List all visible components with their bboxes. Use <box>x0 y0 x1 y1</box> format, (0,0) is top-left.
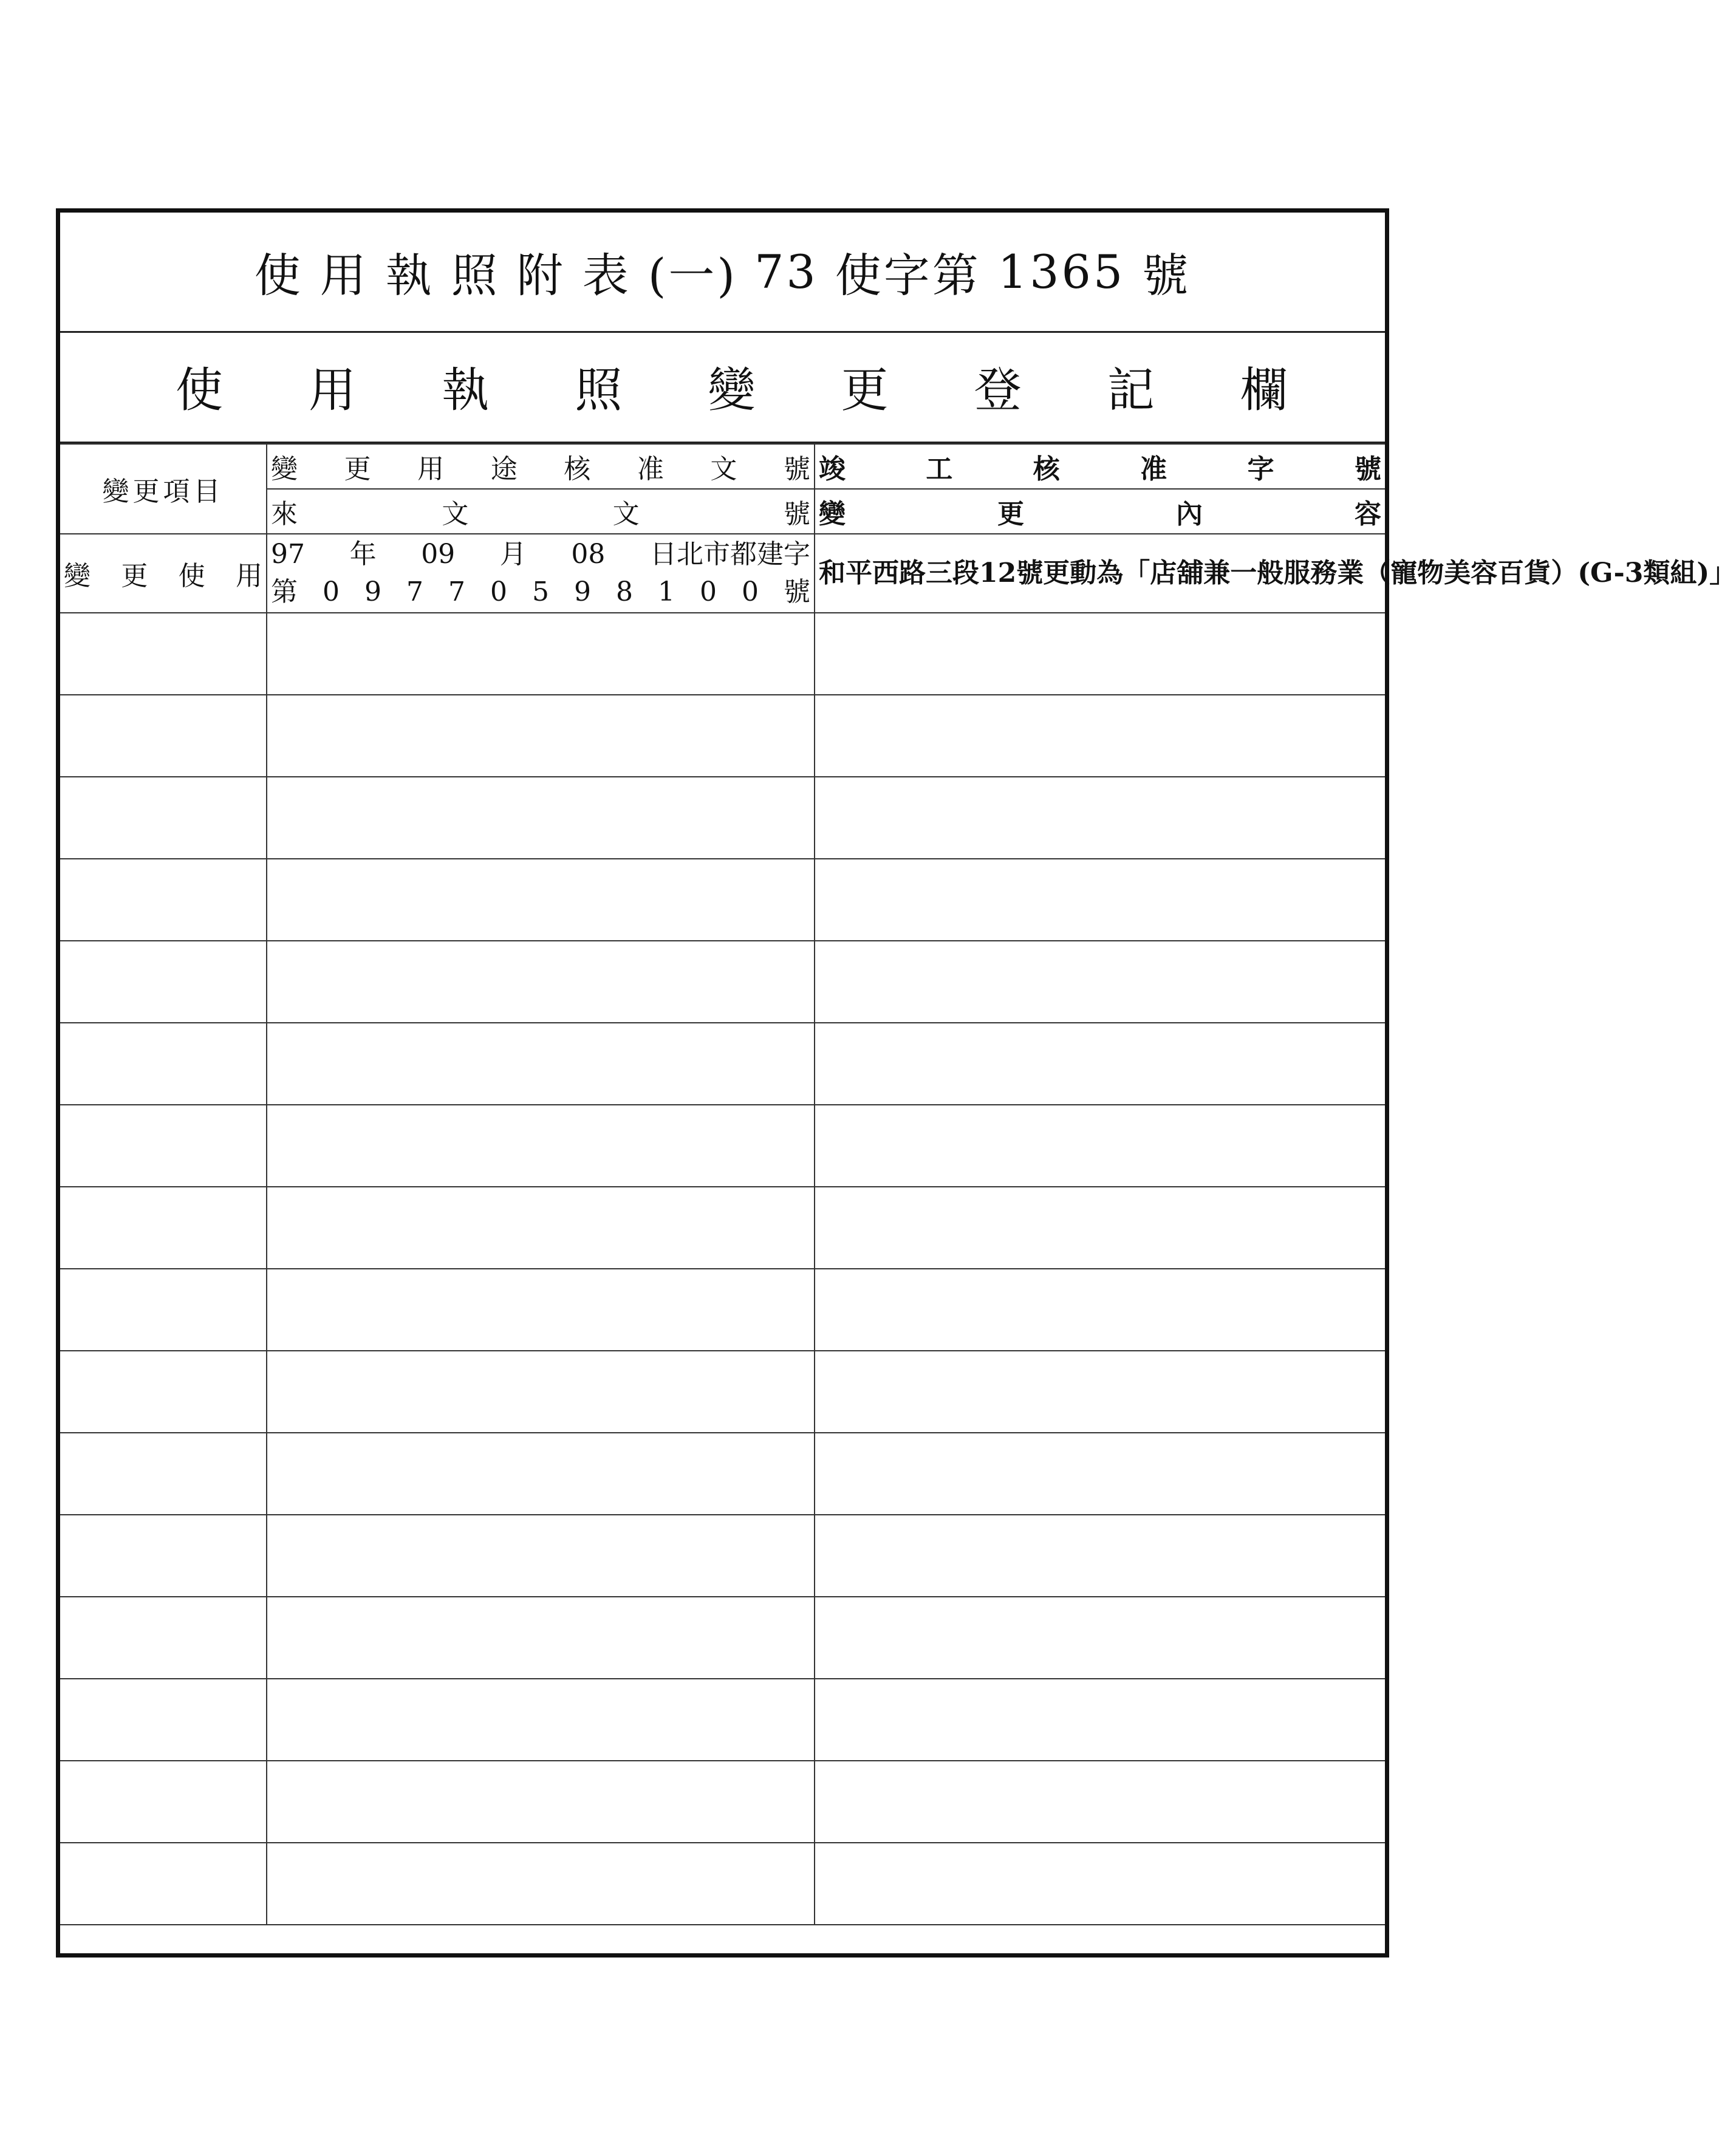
header-char: 文 <box>710 454 737 485</box>
empty-cell <box>60 1843 267 1925</box>
header-char: 變 <box>819 499 846 530</box>
subtitle-char: 使 <box>176 363 224 418</box>
empty-cell <box>267 1679 815 1761</box>
empty-cell <box>267 695 815 777</box>
entry-item-char: 變 <box>64 561 91 592</box>
subtitle-char: 用 <box>309 363 357 418</box>
empty-table-row <box>60 777 1385 859</box>
empty-cell <box>815 1105 1385 1187</box>
doc-number-part: 7 <box>448 576 465 607</box>
header-char: 文 <box>612 499 640 530</box>
empty-cell <box>267 1187 815 1269</box>
doc-number-part: 0 <box>700 576 717 607</box>
doc-number-part: 1 <box>658 576 675 607</box>
empty-cell <box>267 1433 815 1515</box>
empty-table-row <box>60 1761 1385 1843</box>
doc-number-part: 第 <box>271 576 298 607</box>
doc-number-part: 號 <box>784 576 810 607</box>
empty-table-row <box>60 1843 1385 1925</box>
form-subtitle <box>60 331 1385 443</box>
entry-item-char: 用 <box>235 561 262 592</box>
doc-number-part: 8 <box>616 576 633 607</box>
header-char: 文 <box>442 499 469 530</box>
header-char: 容 <box>1355 499 1381 530</box>
empty-table-row <box>60 695 1385 777</box>
header-char: 號 <box>1354 454 1381 485</box>
change-content-header <box>815 489 1385 534</box>
empty-table-row <box>60 1269 1385 1351</box>
empty-cell <box>60 695 267 777</box>
empty-cell <box>815 613 1385 695</box>
empty-cell <box>815 1761 1385 1843</box>
header-char: 來 <box>271 499 298 530</box>
title-char: 用 <box>320 248 369 302</box>
empty-cell <box>267 941 815 1023</box>
header-char: 更 <box>344 454 371 485</box>
empty-cell <box>815 859 1385 941</box>
empty-cell <box>60 1515 267 1597</box>
empty-cell <box>267 1269 815 1351</box>
empty-cell <box>267 1761 815 1843</box>
empty-cell <box>815 695 1385 777</box>
header-char: 途 <box>490 454 518 485</box>
empty-table-row <box>60 1679 1385 1761</box>
header-char: 用 <box>417 454 445 485</box>
title-char: 附 <box>516 248 566 302</box>
change-registration-table <box>60 443 1736 1925</box>
title-char: 1365 <box>997 245 1126 299</box>
empty-cell <box>815 777 1385 859</box>
title-char: (一) <box>648 248 738 302</box>
incoming-doc-number-header <box>267 489 815 534</box>
empty-cell <box>60 1433 267 1515</box>
entry-item-char: 使 <box>178 561 205 592</box>
empty-cell <box>267 613 815 695</box>
title-char: 使字第 <box>835 248 981 302</box>
empty-cell <box>60 1269 267 1351</box>
doc-number-part: 08 <box>571 539 606 570</box>
subtitle-char: 執 <box>442 363 490 418</box>
approval-doc-number-header <box>267 444 815 489</box>
header-char: 號 <box>783 454 810 485</box>
entry-change-content: 和平西路三段12號更動為「店舖兼一般服務業（寵物美容百貨）(G-3類組)」 <box>815 534 1385 613</box>
header-char: 字 <box>1247 454 1274 485</box>
change-item-header: 變更項目 <box>60 444 267 534</box>
doc-number-part: 0 <box>323 576 340 607</box>
doc-number-part: 5 <box>532 576 549 607</box>
header-char: 准 <box>637 454 664 485</box>
empty-cell <box>267 1597 815 1679</box>
doc-number-part: 月 <box>499 539 527 570</box>
subtitle-char: 更 <box>841 363 889 418</box>
empty-table-row <box>60 1023 1385 1105</box>
header-char: 內 <box>1176 499 1203 530</box>
header-char: 核 <box>564 454 591 485</box>
subtitle-char: 照 <box>575 363 623 418</box>
header-char: 號 <box>783 499 810 530</box>
title-char: 照 <box>451 248 500 302</box>
empty-cell <box>815 1843 1385 1925</box>
empty-cell <box>60 941 267 1023</box>
empty-cell <box>60 777 267 859</box>
empty-cell <box>267 859 815 941</box>
header-char: 工 <box>926 454 953 485</box>
empty-cell <box>60 1597 267 1679</box>
doc-number-part: 97 <box>271 539 305 570</box>
title-char: 使 <box>254 248 303 302</box>
subtitle-char: 欄 <box>1240 363 1288 418</box>
entry-change-item <box>60 534 267 613</box>
empty-cell <box>267 1515 815 1597</box>
doc-number-part: 7 <box>406 576 423 607</box>
completion-approval-number-header <box>815 444 1385 489</box>
doc-number-part: 9 <box>574 576 591 607</box>
title-char: 號 <box>1142 248 1191 302</box>
title-char: 表 <box>582 248 631 302</box>
subtitle-char: 記 <box>1107 363 1155 418</box>
subtitle-char: 登 <box>974 363 1022 418</box>
empty-cell <box>60 1105 267 1187</box>
empty-cell <box>815 1433 1385 1515</box>
empty-cell <box>815 1351 1385 1433</box>
empty-cell <box>60 1351 267 1433</box>
header-char: 竣 <box>819 454 846 485</box>
empty-cell <box>60 1761 267 1843</box>
header-char: 核 <box>1033 454 1060 485</box>
doc-number-part: 09 <box>421 539 456 570</box>
empty-cell <box>60 1679 267 1761</box>
doc-number-part: 年 <box>349 539 377 570</box>
empty-cell <box>267 1351 815 1433</box>
registration-form <box>56 208 1736 1958</box>
empty-cell <box>60 613 267 695</box>
empty-table-row <box>60 613 1385 695</box>
header-char: 更 <box>997 499 1024 530</box>
empty-cell <box>815 941 1385 1023</box>
doc-number-part: 9 <box>364 576 381 607</box>
empty-cell <box>60 1187 267 1269</box>
header-char: 變 <box>271 454 298 485</box>
title-char: 執 <box>385 248 434 302</box>
doc-number-part: 0 <box>490 576 507 607</box>
empty-cell <box>267 777 815 859</box>
header-row-top <box>60 444 1385 489</box>
empty-table-row <box>60 1187 1385 1269</box>
empty-table-row <box>60 1105 1385 1187</box>
empty-cell <box>267 1105 815 1187</box>
empty-cell <box>815 1515 1385 1597</box>
empty-table-row <box>60 1351 1385 1433</box>
empty-table-row <box>60 1433 1385 1515</box>
title-char: 73 <box>754 245 818 299</box>
empty-cell <box>815 1023 1385 1105</box>
empty-cell <box>815 1269 1385 1351</box>
entry-item-char: 更 <box>121 561 148 592</box>
header-char: 准 <box>1140 454 1167 485</box>
empty-table-row <box>60 859 1385 941</box>
empty-cell <box>815 1679 1385 1761</box>
doc-number-part: 0 <box>742 576 759 607</box>
empty-table-row <box>60 941 1385 1023</box>
entry-row <box>60 534 1385 613</box>
empty-table-row <box>60 1515 1385 1597</box>
subtitle-char: 變 <box>708 363 756 418</box>
doc-number-part: 日北市都建字 <box>649 539 810 570</box>
empty-cell <box>60 1023 267 1105</box>
empty-cell <box>815 1187 1385 1269</box>
empty-cell <box>60 859 267 941</box>
empty-table-row <box>60 1597 1385 1679</box>
empty-cell <box>267 1023 815 1105</box>
empty-cell <box>267 1843 815 1925</box>
empty-cell <box>815 1597 1385 1679</box>
form-title <box>60 213 1385 333</box>
entry-doc-number <box>267 534 815 613</box>
